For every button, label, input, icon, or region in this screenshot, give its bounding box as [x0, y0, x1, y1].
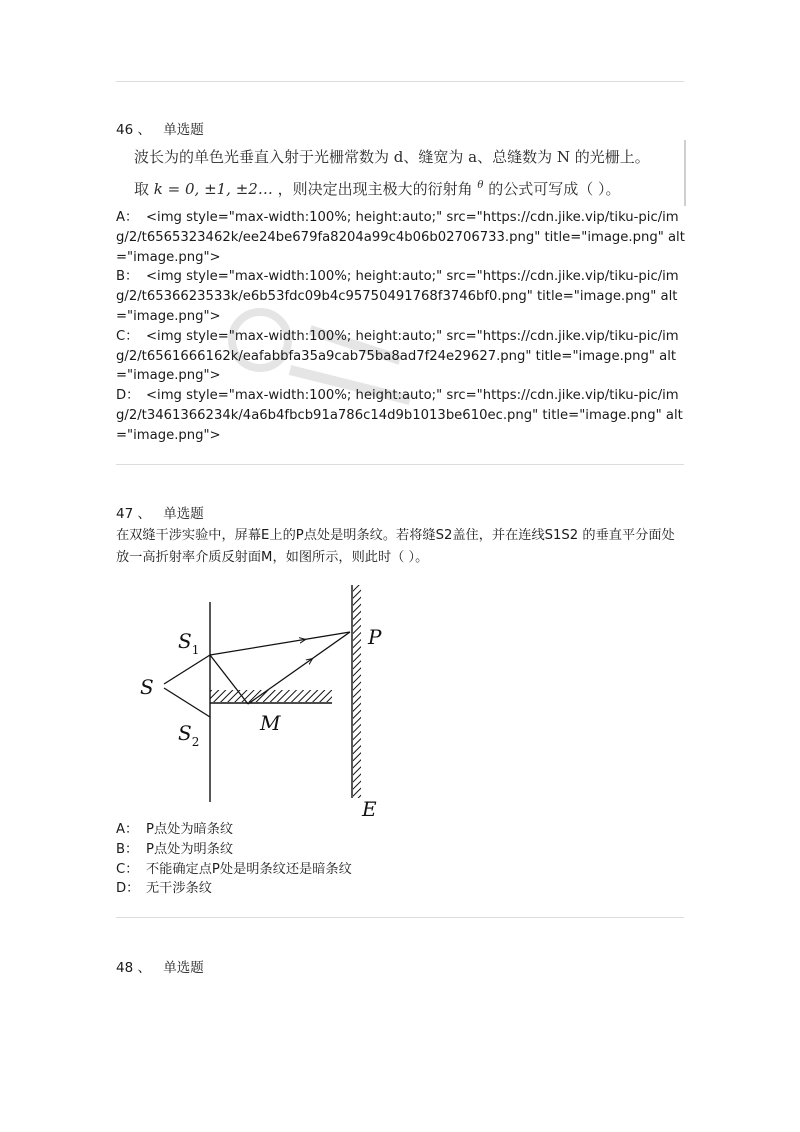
question-46-options: [116, 208, 686, 446]
label-s: S: [140, 675, 154, 699]
ray-s-s2: [164, 688, 210, 717]
question-number: 46 、: [116, 122, 151, 138]
stem-text: 的公式可写成（ ）。: [488, 180, 621, 198]
label-s1: $S_1$: [178, 629, 200, 657]
stem-line-1: 波长为的单色光垂直入射于光栅常数为 d、缝宽为 a、总缝数为 N 的光栅上。: [134, 148, 650, 166]
question-48-header: [116, 956, 204, 976]
option-a[interactable]: [116, 820, 686, 840]
option-key: A：: [116, 822, 139, 837]
question-number: 48 、: [116, 960, 151, 976]
question-47-stem: 在双缝干涉实验中，屏幕E上的P点处是明条纹。若将缝S2盖住，并在连线S1S2 的垂直平分面处放一高折射率介质反射面M，如图所示，则此时（ ）。: [116, 528, 675, 565]
ray-s-s1: [164, 655, 210, 684]
double-slit-diagram: [130, 580, 390, 820]
question-type: 单选题: [163, 506, 204, 522]
option-key: B：: [116, 841, 139, 857]
question-46-header: [116, 118, 204, 138]
option-text: <img style="max-width:100%; height:auto;" src="https://cdn.jike.vip/tiku-pic/img/2/t6565323462k/ee24be679fa8204a99c4b06b02706733.png" title="image.png" alt="image.png">: [116, 210, 685, 265]
stem-line-2: [134, 178, 621, 199]
divider-47-48: [116, 917, 684, 918]
option-b[interactable]: [116, 840, 686, 860]
option-key: C：: [116, 861, 139, 877]
option-text: <img style="max-width:100%; height:auto;" src="https://cdn.jike.vip/tiku-pic/img/2/t3461366234k/4a6b4fbcb91a786c14d9b1013be610ec.png" title="image.png" alt="image.png">: [116, 388, 683, 443]
stem-text: 取: [134, 180, 150, 198]
question-number: 47 、: [116, 506, 151, 522]
stem-formula-theta: θ: [477, 180, 484, 191]
question-46-stem-image: [128, 140, 686, 208]
stem-formula-k: k = 0, ±1, ±2…: [153, 180, 273, 198]
option-c[interactable]: [116, 860, 686, 880]
question-47-options: [116, 820, 686, 899]
question-type: 单选题: [163, 960, 204, 976]
question-47-header: [116, 502, 204, 522]
mirror-hatch: [210, 690, 332, 702]
screen-hatch: [353, 585, 361, 798]
stem-text: ，则决定出现主极大的衍射角: [277, 180, 473, 198]
option-d[interactable]: [116, 386, 686, 445]
option-key: A：: [116, 210, 139, 225]
option-text: 不能确定点P处是明条纹还是暗条纹: [146, 861, 352, 877]
option-c[interactable]: [116, 327, 686, 386]
option-b[interactable]: [116, 267, 686, 326]
label-e: E: [362, 797, 377, 820]
option-text: 无干涉条纹: [146, 881, 212, 897]
stem-image-edge: [684, 140, 686, 206]
option-key: B：: [116, 269, 139, 285]
option-key: C：: [116, 328, 139, 344]
question-type: 单选题: [163, 122, 204, 138]
option-a[interactable]: [116, 208, 686, 267]
label-p: P: [368, 625, 382, 649]
ray-s1-p: [210, 632, 350, 655]
option-text: <img style="max-width:100%; height:auto;" src="https://cdn.jike.vip/tiku-pic/img/2/t6561666162k/eafabbfa35a9cab75ba8ad7f24e29627.png" title="image.png" alt="image.png">: [116, 328, 679, 384]
option-text: <img style="max-width:100%; height:auto;" src="https://cdn.jike.vip/tiku-pic/img/2/t6536623533k/e6b53fdc09b4c95750491768f3746bf0.png" title="image.png" alt="image.png">: [116, 269, 679, 324]
option-key: D：: [116, 881, 140, 897]
option-d[interactable]: [116, 879, 686, 899]
divider-46-47: [116, 464, 684, 465]
option-text: P点处为明条纹: [146, 841, 234, 857]
option-key: D：: [116, 388, 140, 404]
option-text: P点处为暗条纹: [146, 822, 234, 837]
label-m: M: [260, 711, 281, 735]
divider-top: [116, 81, 684, 82]
label-s2: $S_2$: [178, 721, 200, 749]
